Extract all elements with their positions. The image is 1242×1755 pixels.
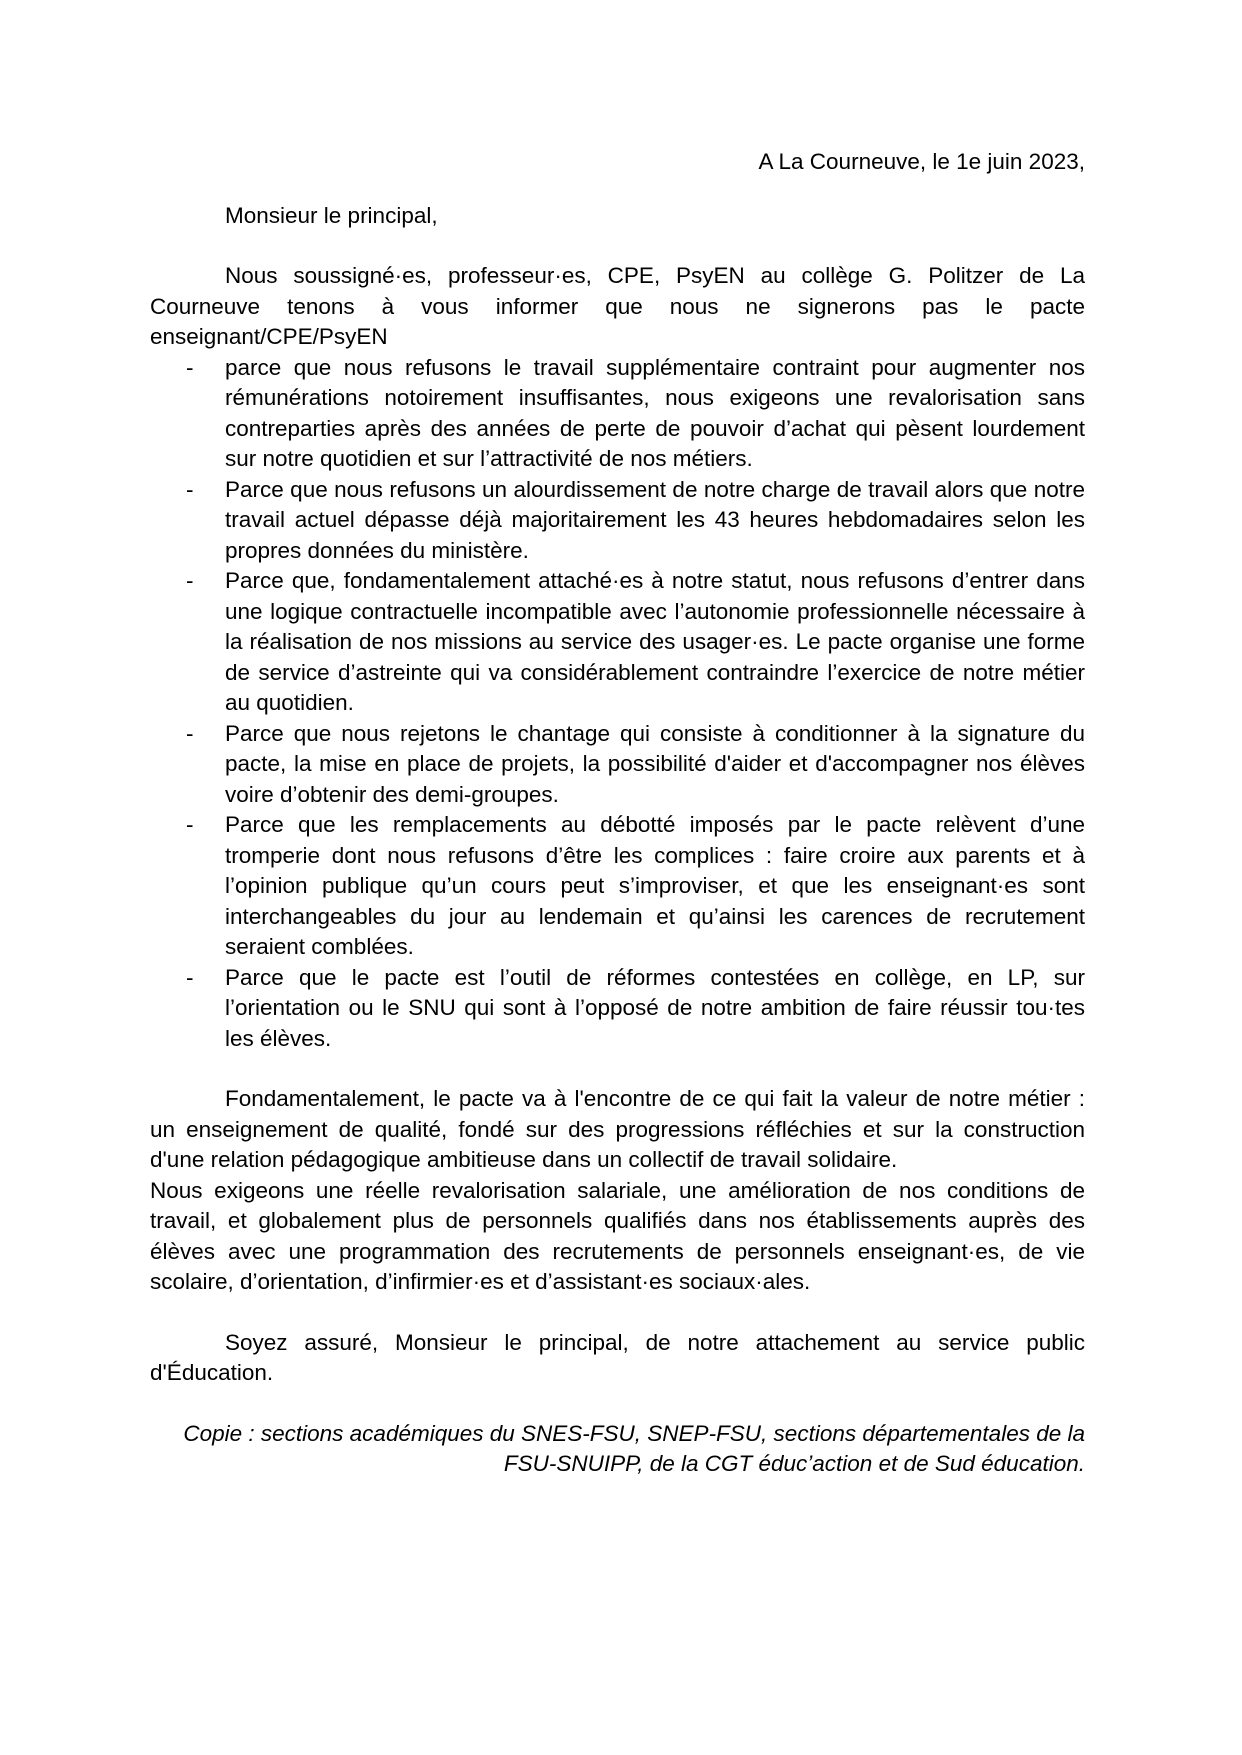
copy-note bbox=[150, 1419, 1085, 1480]
copy-note-line: Copie : sections académiques du SNES-FSU, SNEP-FSU, sections départementales de la bbox=[183, 1420, 1085, 1446]
demands-paragraph: Nous exigeons une réelle revalorisation salariale, une amélioration de nos conditions de travail, et globalement plus de personnels qualifiés dans nos établissements auprès des élèves avec une programmation des recrutements de personnels enseignant·es, de vie scolaire, d’orientation, d’infirmier·es et d’assistant·es sociaux·ales. bbox=[150, 1177, 1085, 1294]
reason-item bbox=[150, 810, 1085, 963]
reason-item bbox=[150, 566, 1085, 719]
reason-item bbox=[150, 963, 1085, 1055]
closing-paragraph: Soyez assuré, Monsieur le principal, de notre attachement au service public d'Éducation. bbox=[150, 1329, 1085, 1385]
bullet-dash: - bbox=[186, 354, 194, 380]
bullet-dash: - bbox=[186, 964, 194, 990]
reason-item bbox=[150, 719, 1085, 811]
intro-paragraph: Nous soussigné·es, professeur·es, CPE, PsyEN au collège G. Politzer de La Courneuve tenons à vous informer que nous ne signerons pas le pacte enseignant/CPE/PsyEN bbox=[150, 263, 1085, 349]
bullet-dash: - bbox=[186, 720, 194, 746]
reason-text: parce que nous refusons le travail supplémentaire contraint pour augmenter nos rémunérations notoirement insuffisantes, nous exigeons une revalorisation sans contreparties après des années de perte de pouvoir d’achat qui pèsent lourdement sur notre quotidien et sur l’attractivité de nos métiers. bbox=[225, 354, 1085, 471]
reason-item bbox=[150, 475, 1085, 567]
letter-body bbox=[150, 147, 1085, 1480]
reason-item bbox=[150, 353, 1085, 475]
reason-text: Parce que, fondamentalement attaché·es à notre statut, nous refusons d’entrer dans une logique contractuelle incompatible avec l’autonomie professionnelle nécessaire à la réalisation de nos missions au service des usager·es. Le pacte organise une forme de service d’astreinte qui va considérablement contraindre l’exercice de notre métier au quotidien. bbox=[225, 568, 1085, 715]
bullet-dash: - bbox=[186, 476, 194, 502]
bullet-dash: - bbox=[186, 812, 194, 837]
reason-text: Parce que nous refusons un alourdissement de notre charge de travail alors que notre travail actuel dépasse déjà majoritairement les 43 heures hebdomadaires selon les propres données du ministère. bbox=[225, 476, 1085, 563]
fundamentally-paragraph: Fondamentalement, le pacte va à l'encontre de ce qui fait la valeur de notre métier : un enseignement de qualité, fondé sur des progressions réfléchies et sur la construction d'une relation pédagogique ambitieuse dans un collectif de travail solidaire. bbox=[150, 1086, 1085, 1172]
date-line: A La Courneuve, le 1e juin 2023, bbox=[758, 149, 1085, 174]
copy-note-line: FSU-SNUIPP, de la CGT éduc’action et de Sud éducation. bbox=[503, 1451, 1085, 1476]
reason-text: Parce que nous rejetons le chantage qui consiste à conditionner à la signature du pacte, la mise en place de projets, la possibilité d'aider et d'accompagner nos élèves voire d’obtenir des demi-groupes. bbox=[225, 720, 1085, 807]
reasons-list bbox=[150, 353, 1085, 1055]
bullet-dash: - bbox=[186, 568, 194, 593]
salutation: Monsieur le principal, bbox=[225, 202, 438, 228]
reason-text: Parce que les remplacements au débotté imposés par le pacte relèvent d’une tromperie dont nous refusons d’être les complices : faire croire aux parents et à l’opinion publique qu’un cours peut s’improviser, et que les enseignant·es sont interchangeables du jour au lendemain et qu’ainsi les carences de recrutement seraient comblées. bbox=[225, 812, 1085, 959]
reason-text: Parce que le pacte est l’outil de réformes contestées en collège, en LP, sur l’orientation ou le SNU qui sont à l’opposé de notre ambition de faire réussir tou·tes les élèves. bbox=[225, 964, 1085, 1051]
